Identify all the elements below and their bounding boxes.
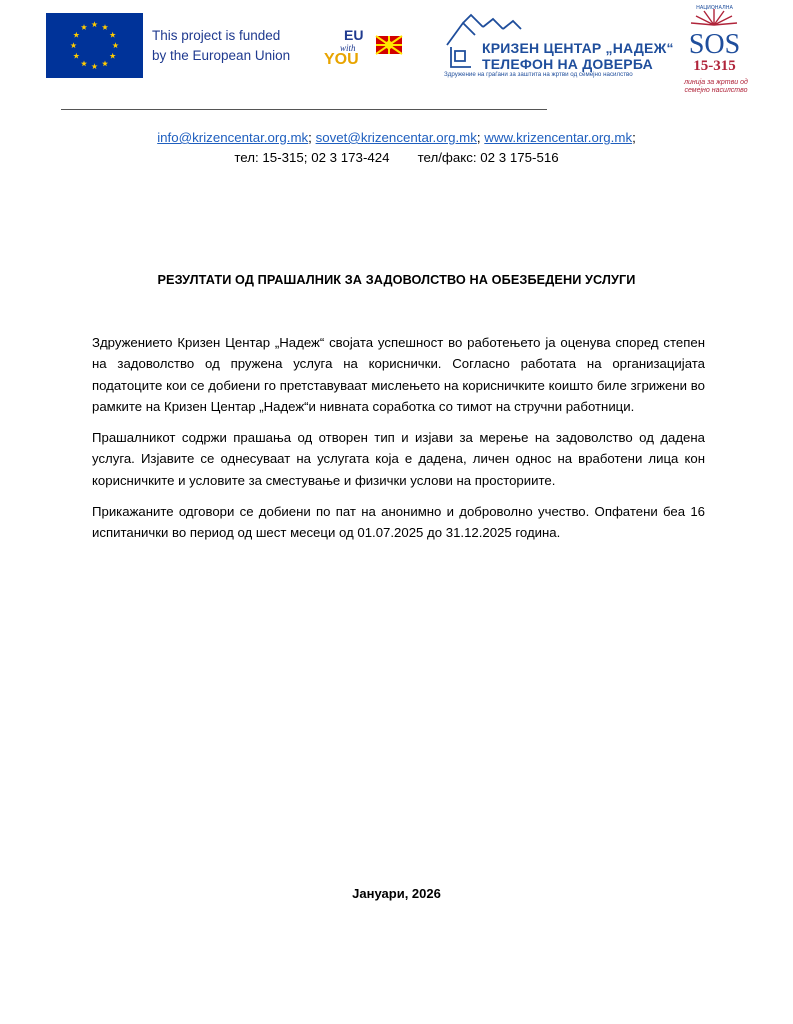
eu-with-you-logo bbox=[322, 26, 406, 68]
fax-text: тел/факс: 02 3 175-516 bbox=[417, 150, 559, 165]
crisis-center-title bbox=[482, 40, 674, 72]
eu-funding-line-1: This project is funded bbox=[152, 28, 281, 43]
website-link[interactable]: www.krizencentar.org.mk bbox=[484, 130, 633, 145]
eu-star-icon bbox=[81, 24, 87, 30]
eu-stars-icon bbox=[46, 13, 143, 78]
sun-rays-icon bbox=[691, 9, 737, 25]
document-date: Јануари, 2026 bbox=[352, 886, 441, 901]
contact-phone-line bbox=[0, 148, 793, 168]
eu-funding-line-2: by the European Union bbox=[152, 48, 291, 63]
sos-number: 15-315 bbox=[693, 58, 736, 74]
eu-star-icon bbox=[73, 32, 79, 38]
mk-flag-icon bbox=[376, 36, 402, 54]
eu-star-icon bbox=[112, 42, 118, 48]
crisis-center-title-line-2: ТЕЛЕФОН НА ДОВЕРБА bbox=[482, 56, 653, 72]
eu-star-icon bbox=[81, 60, 87, 66]
eu-with-you-eu: EU bbox=[344, 27, 364, 43]
sos-text: SOS bbox=[688, 29, 741, 60]
contact-links-line bbox=[0, 128, 793, 148]
phone-text: тел: 15-315; 02 3 173-424 bbox=[234, 150, 390, 165]
eu-with-you-with: with bbox=[340, 43, 356, 53]
crisis-center-subtitle: Здружение на граѓани за заштита на жртви од семејно насилство bbox=[444, 71, 633, 78]
body-paragraph-2: Прашалникот содржи прашања од отворен тип и изјави за мерење на задоволство од дадена услуга. Изјавите се однесуваат на услугата која е дадена, личен однос на вработени лица кон корисничките и условите за сместување и физички услови на просториите. bbox=[92, 430, 705, 488]
body-paragraph-1: Здружението Кризен Центар „Надеж“ својата успешност во работењето ја оценува според степен на задоволство од пружена услуга на кориснички. Согласно работата на организацијата податоците кои се добиени го претставуваат мислењето на корисничките коишто биле згрижени во рамките на Кризен Центар „Надеж“и нивната соработка со тимот на стручни работници. bbox=[92, 335, 705, 414]
crisis-center-title-line-1: КРИЗЕН ЦЕНТАР „НАДЕЖ“ bbox=[482, 40, 674, 56]
separator: ; bbox=[308, 130, 312, 145]
eu-star-icon bbox=[102, 24, 108, 30]
contact-block bbox=[0, 128, 793, 168]
separator: ; bbox=[632, 130, 636, 145]
eu-star-icon bbox=[70, 42, 76, 48]
body-paragraph-3: Прикажаните одговори се добиени по пат на анонимно и доброволно учество. Опфатени беа 16 испитанички во период од шест месеци од 01.07.2025 до 31.12.2025 година. bbox=[92, 504, 705, 541]
eu-funding-notice bbox=[152, 26, 290, 66]
sos-arc-text: НАЦИОНАЛНА bbox=[696, 5, 733, 11]
eu-star-icon bbox=[91, 21, 97, 27]
sovet-email-link[interactable]: sovet@krizencentar.org.mk bbox=[315, 130, 477, 145]
eu-star-icon bbox=[102, 60, 108, 66]
separator: ; bbox=[476, 130, 481, 145]
eu-star-icon bbox=[91, 63, 97, 69]
sos-subtitle: линија за жртви од семејно насилство bbox=[684, 79, 748, 94]
eu-flag-logo bbox=[46, 13, 143, 78]
eu-star-icon bbox=[110, 32, 116, 38]
document-body bbox=[92, 332, 705, 554]
eu-star-icon bbox=[73, 53, 79, 59]
header-divider bbox=[61, 109, 547, 110]
eu-star-icon bbox=[110, 53, 116, 59]
info-email-link[interactable]: info@krizencentar.org.mk bbox=[157, 130, 309, 145]
eu-with-you-you: YOU bbox=[324, 51, 359, 68]
document-title: РЕЗУЛТАТИ ОД ПРАШАЛНИК ЗА ЗАДОВОЛСТВО НА ОБЕЗБЕДЕНИ УСЛУГИ bbox=[157, 273, 636, 287]
